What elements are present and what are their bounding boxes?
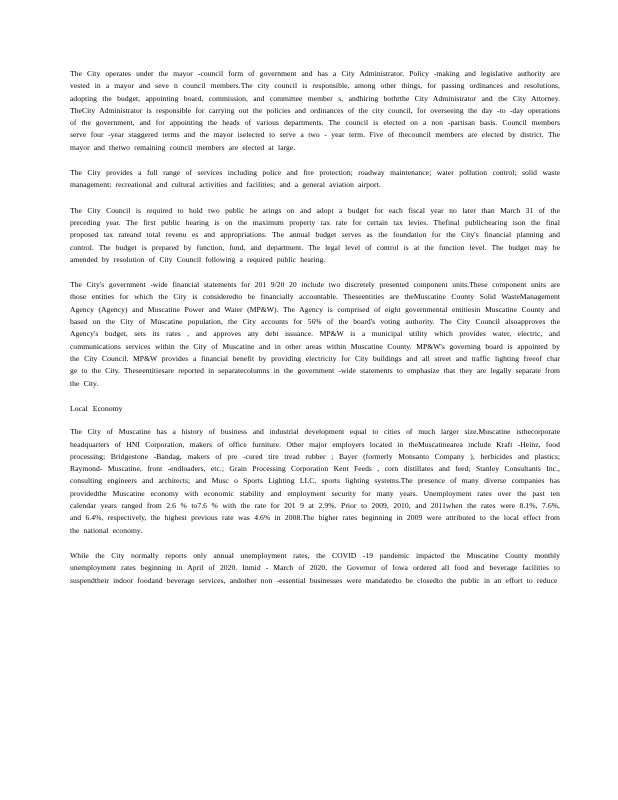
document-body	[70, 68, 560, 587]
paragraph-local-economy-employers: The City of Muscatine has a history of business and industrial development equal to cities of much larger size.Muscatine isthecorporate headquarters of HNI Corporation, makers of office furniture. Other major employers located in theMuscatinearea include Kraft -Heinz, food processing; Bridgestone -Bandag, makers of pre -cured tire tread rubber ; Bayer (formerly Monsanto Company ), herbicides and plastics; Raymond- Muscatine, front -endloaders, etc.; Grain Processing Corporation Kent Feeds , corn distillates and feed; Stanley Consultants Inc., consulting engineers and architects; and Musc o Sports Lighting LLC, sports lighting systems.The presence of many diverse companies has providedthe Muscatine economy with economic stability and employment security for many years. Unemployment rates over the past ten calendar years ranged from 2.6 % to7.6 % with the rate for 201 9 at 2.9%. Prior to 2009, 2010, and 2011when the rates were 8.1%, 7.6%, and 6.4%, respectively, the highest previous rate was 4.6% in 2008.The higher rates beginning in 2009 were attributed to the local effect from the national economy.	[70, 427, 560, 535]
paragraph-city-services: The City provides a full range of services including police and fire protection; roadway maintenance; water pollution control; solid waste management; recreational and cultural activities and facilities; and a general aviation airport.	[70, 168, 560, 190]
heading-local-economy: Local Economy	[70, 403, 123, 413]
paragraph-covid-unemployment: While the City normally reports only annual unemployment rates, the COVID -19 pandemic impacted the Muscatine County monthly unemployment rates beginning in April of 2020. Inmid - March of 2020, the Governor of Iowa ordered all food and beverage facilities to suspendtheir indoor foodand beverage services, andother non -essential businesses were mandatedto be closedto the public in an effort to reduce	[70, 550, 560, 585]
paragraph-city-government-structure: The City operates under the mayor -council form of government and has a City Administrator. Policy -making and legislative authority are vested in a mayor and seve n council members.The city council is responsible, among other things, for passing ordinances and resolutions, adopting the budget, appointing board, commission, and committee member s, andhiring bothrthe City Administrator and the City Attorney. TheCity Administrator is responsible for carrying out the policies and ordinances of the city council, for overseeing the day -to -day operations of the government, and for appointing the heads of various departments. The council is elected on a non -partisan basis. Council members serve four -year staggered terms and the mayor iselected to serve a two - year term. Five of thecouncil members are elected by district. The mayor and thetwo remaining council members are elected at large.	[70, 69, 560, 152]
paragraph-budget-process: The City Council is required to hold two public he arings on and adopt a budget for each fiscal year no later than March 31 of the preceding year. The first public hearing is on the maximum property tax rate for certain tax levies. Thefinal publichearing ison the final proposed tax rateand total revenu es and appropriations. The annual budget serves as the foundation for the City's financial planning and control. The budget is prepared by function, fund, and department. The legal level of control is at the function level. The budget may be amended by resolution of City Council following a required public hearing.	[70, 205, 560, 264]
paragraph-reporting-entity: The City's government -wide financial statements for 201 9/20 20 include two discretely presented component units.These component units are those entities for which the City is consideredto be financially accountable. Theseentities are theMuscatine County Solid WasteManagement Agency (Agency) and Muscatine Power and Water (MP&W). The Agency is comprised of eight governmental entitiesin Muscatine County and based on the City of Muscatine population, the City accounts for 56% of the board's voting authority. The City Council alsoapproves the Agency's budget, sets its rates , and approves any debt issuance. MP&W is a municipal utility which provides water, electric, and communications services within the City of Muscatine and in other areas within Muscatine County. MP&W's governing board is appointed by the City Council. MP&W provides a financial benefit by providing electricity for City buildings and all street and traffic lighting freeof char ge to the City. Theseentitiesare reported in separatecolumns in the government -wide statements to emphasize that they are legally separate from the City.	[70, 280, 560, 388]
